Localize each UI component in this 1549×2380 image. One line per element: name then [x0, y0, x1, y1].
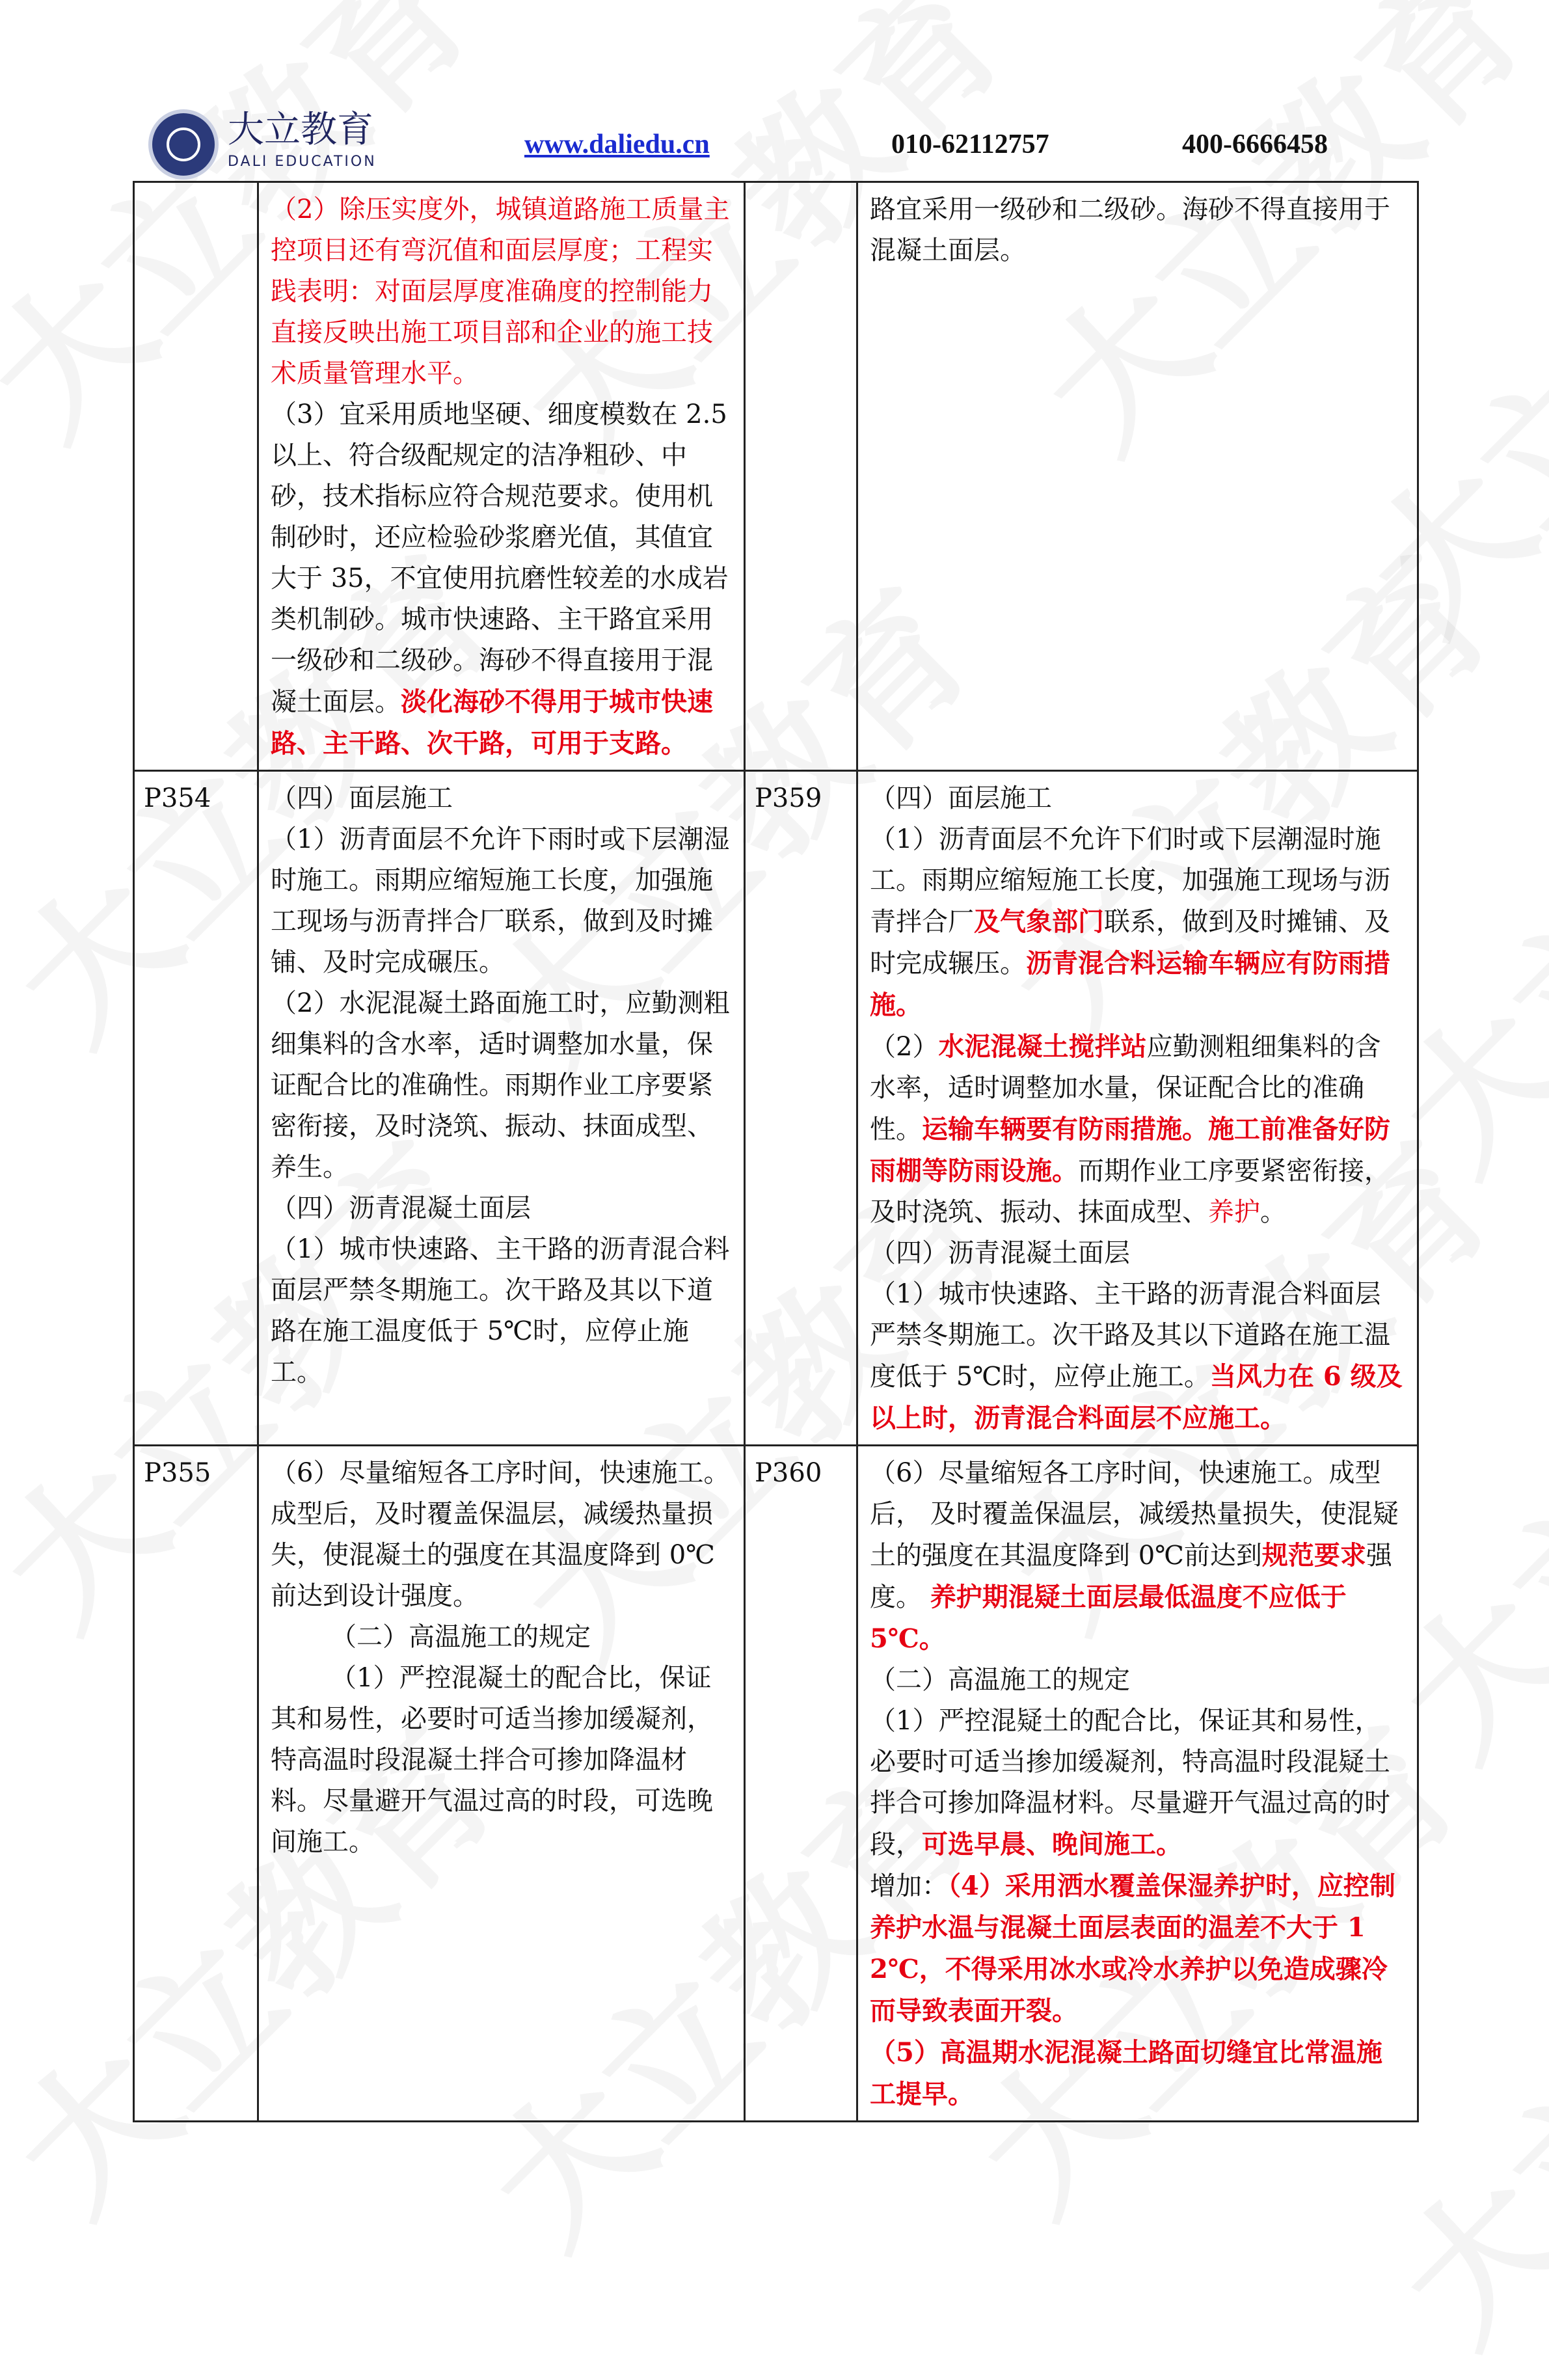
text-run: （1）沥青面层不允许下雨时或下层潮湿时施工。雨期应缩短施工长度，加强施工现场与沥青拌合厂联系，做到及时摊铺、及时完成碾压。 — [271, 824, 730, 977]
text-run: （3）宜采用质地坚硬、细度模数在 2.5 以上、符合级配规定的洁净粗砂、中砂，技术指标应符合规范要求。使用机制砂时，还应检验砂浆磨光值，其值宜大于 35，不宜使用抗磨性较差的水成岩类机制砂。城市快速路、主干路宜采用一级砂和二级砂。海砂不得直接用于混凝土面层。 — [271, 399, 729, 717]
paragraph — [870, 1701, 1405, 1865]
text-run: 及气象部门 — [974, 906, 1104, 937]
text-run: 应勤测粗细集料的含水率，适时调整加水量，保证配合比的准确性。 — [870, 1032, 1381, 1144]
text-run: （2）水泥混凝土路面施工时，应勤测粗细集料的含水率，适时调整加水量，保证配合比的准确性。雨期作业工序要紧密衔接，及时浇筑、振动、抹面成型、养生。 — [271, 988, 730, 1182]
text-run: （6）尽量缩短各工序时间，快速施工。成型后， 及时覆盖保温层，减缓热量损失，使混疑土的强度在其温度降到 0℃前达到 — [870, 1458, 1399, 1571]
text-run: （四）沥青混凝土面层 — [870, 1238, 1130, 1268]
old-text-cell — [258, 771, 745, 1446]
text-run: 运输车辆要有防雨措施。施工前准备好防雨棚等防雨设施。 — [870, 1114, 1390, 1186]
paragraph — [271, 983, 732, 1188]
page-header — [0, 0, 1549, 182]
brand-name-english: DALI EDUCATION — [228, 154, 377, 170]
old-text-cell — [258, 1446, 745, 2122]
text-run: （4）采用洒水覆盖保湿养护时，应控制养护水温与混凝土面层表面的温差不大于 12℃，不得采用冰水或冷水养护以免造成骤冷而导致表面开裂。 — [870, 1871, 1395, 2026]
paragraph — [870, 1026, 1405, 1233]
brand-name: 大立教育 — [228, 109, 373, 151]
text-run: （6）尽量缩短各工序时间，快速施工。成型后，及时覆盖保温层，减缓热量损失，使混凝土的强度在其温度降到 0℃前达到设计强度。 — [271, 1458, 730, 1611]
paragraph — [870, 1274, 1405, 1439]
paragraph — [870, 1865, 1405, 2032]
text-run: 淡化海砂不得用于城市快速路、主干路、次干路，可用于支路。 — [271, 686, 713, 759]
text-run: （四）沥青混凝土面层 — [271, 1193, 531, 1223]
phone-number-1: 010-62112757 — [891, 129, 1049, 159]
comparison-table — [133, 181, 1419, 2122]
text-run: （1）严控混疑土的配合比，保证其和易性，必要时可适当掺加缓凝剂，特高温时段混疑土拌合可掺加降温材料。尽量避开气温过高的时段， — [870, 1706, 1390, 1859]
text-run: 。 — [1260, 1197, 1286, 1227]
paragraph — [870, 2032, 1405, 2115]
text-run: （1）城市快速路、主干路的沥青混合料面层严禁冬期施工。次干路及其以下道路在施工温度低于 5℃时，应停止施工。 — [870, 1279, 1390, 1392]
old-page-number: P355 — [144, 1458, 211, 1488]
table-row — [134, 771, 1418, 1446]
text-run: 可选早晨、晚间施工。 — [922, 1829, 1182, 1859]
old-page-number: P354 — [144, 783, 211, 813]
paragraph — [271, 1229, 732, 1393]
text-run: （四）面层施工 — [870, 783, 1052, 813]
paragraph — [271, 189, 732, 394]
text-run: 规范要求 — [1261, 1540, 1366, 1571]
dali-logo-icon — [148, 109, 219, 180]
paragraph — [271, 1658, 732, 1863]
text-run: 强度。 — [870, 1541, 1392, 1612]
text-run: 路宜采用一级砂和二级砂。海砂不得直接用于混凝土面层。 — [870, 195, 1390, 265]
paragraph — [271, 1188, 732, 1229]
text-run: 联系，做到及时摊铺、及时完成辗压。 — [870, 907, 1390, 979]
text-run: 沥青混合料运输车辆应有防雨措施。 — [870, 948, 1390, 1020]
paragraph — [271, 1617, 732, 1658]
text-run: （四）面层施工 — [271, 783, 453, 813]
new-text-cell — [857, 182, 1418, 771]
paragraph — [870, 1660, 1405, 1701]
text-run: （二）高温施工的规定 — [870, 1665, 1130, 1695]
paragraph — [870, 189, 1405, 271]
table-row — [134, 182, 1418, 771]
paragraph — [271, 1453, 732, 1617]
text-run: 养护期混疑土面层最低温度不应低于 5℃。 — [870, 1582, 1347, 1654]
new-text-cell — [857, 1446, 1418, 2122]
text-run: （5）高温期水泥混凝土路面切缝宜比常温施工提早。 — [870, 2037, 1382, 2109]
text-run: （2） — [870, 1032, 939, 1062]
website-link[interactable]: www.daliedu.cn — [524, 129, 710, 159]
text-run: （二）高温施工的规定 — [330, 1622, 591, 1652]
paragraph — [271, 394, 732, 764]
text-run: （1）沥青面层不允许下们时或下层潮湿时施工。雨期应缩短施工长度，加强施工现场与沥青拌合厂 — [870, 824, 1390, 937]
text-run: 水泥混凝土搅拌站 — [938, 1031, 1147, 1062]
paragraph — [271, 819, 732, 983]
paragraph — [870, 1453, 1405, 1660]
paragraph — [870, 1233, 1405, 1274]
table-row — [134, 1446, 1418, 2122]
new-page-cell — [745, 771, 857, 1446]
text-run: 而期作业工序要紧密衔接，及时浇筑、振动、抹面成型、 — [870, 1156, 1390, 1227]
new-text-cell — [857, 771, 1418, 1446]
old-text-cell — [258, 182, 745, 771]
old-page-cell — [134, 182, 258, 771]
phone-number-2: 400-6666458 — [1182, 129, 1328, 159]
paragraph — [870, 819, 1405, 1026]
old-page-cell — [134, 1446, 258, 2122]
text-run: （1）城市快速路、主干路的沥青混合料面层严禁冬期施工。次干路及其以下道路在施工温度低于 5℃时，应停止施工。 — [271, 1234, 730, 1387]
text-run: （1）严控混凝土的配合比，保证其和易性，必要时可适当掺加缓凝剂，特高温时段混凝土拌合可掺加降温材料。尽量避开气温过高的时段，可选晚间施工。 — [271, 1663, 713, 1857]
new-page-number: P360 — [755, 1458, 822, 1488]
paragraph — [870, 778, 1405, 819]
new-page-cell — [745, 1446, 857, 2122]
old-page-cell — [134, 771, 258, 1446]
text-run: 增加： — [870, 1871, 948, 1901]
new-page-number: P359 — [755, 783, 822, 813]
new-page-cell — [745, 182, 857, 771]
paragraph — [271, 778, 732, 819]
text-run: 养护 — [1208, 1197, 1260, 1227]
text-run: 当风力在 6 级及以上时，沥青混合料面层不应施工。 — [870, 1361, 1403, 1433]
text-run: （2）除压实度外，城镇道路施工质量主控项目还有弯沉值和面层厚度；工程实践表明：对面层厚度准确度的控制能力直接反映出施工项目部和企业的施工技术质量管理水平。 — [271, 195, 730, 388]
